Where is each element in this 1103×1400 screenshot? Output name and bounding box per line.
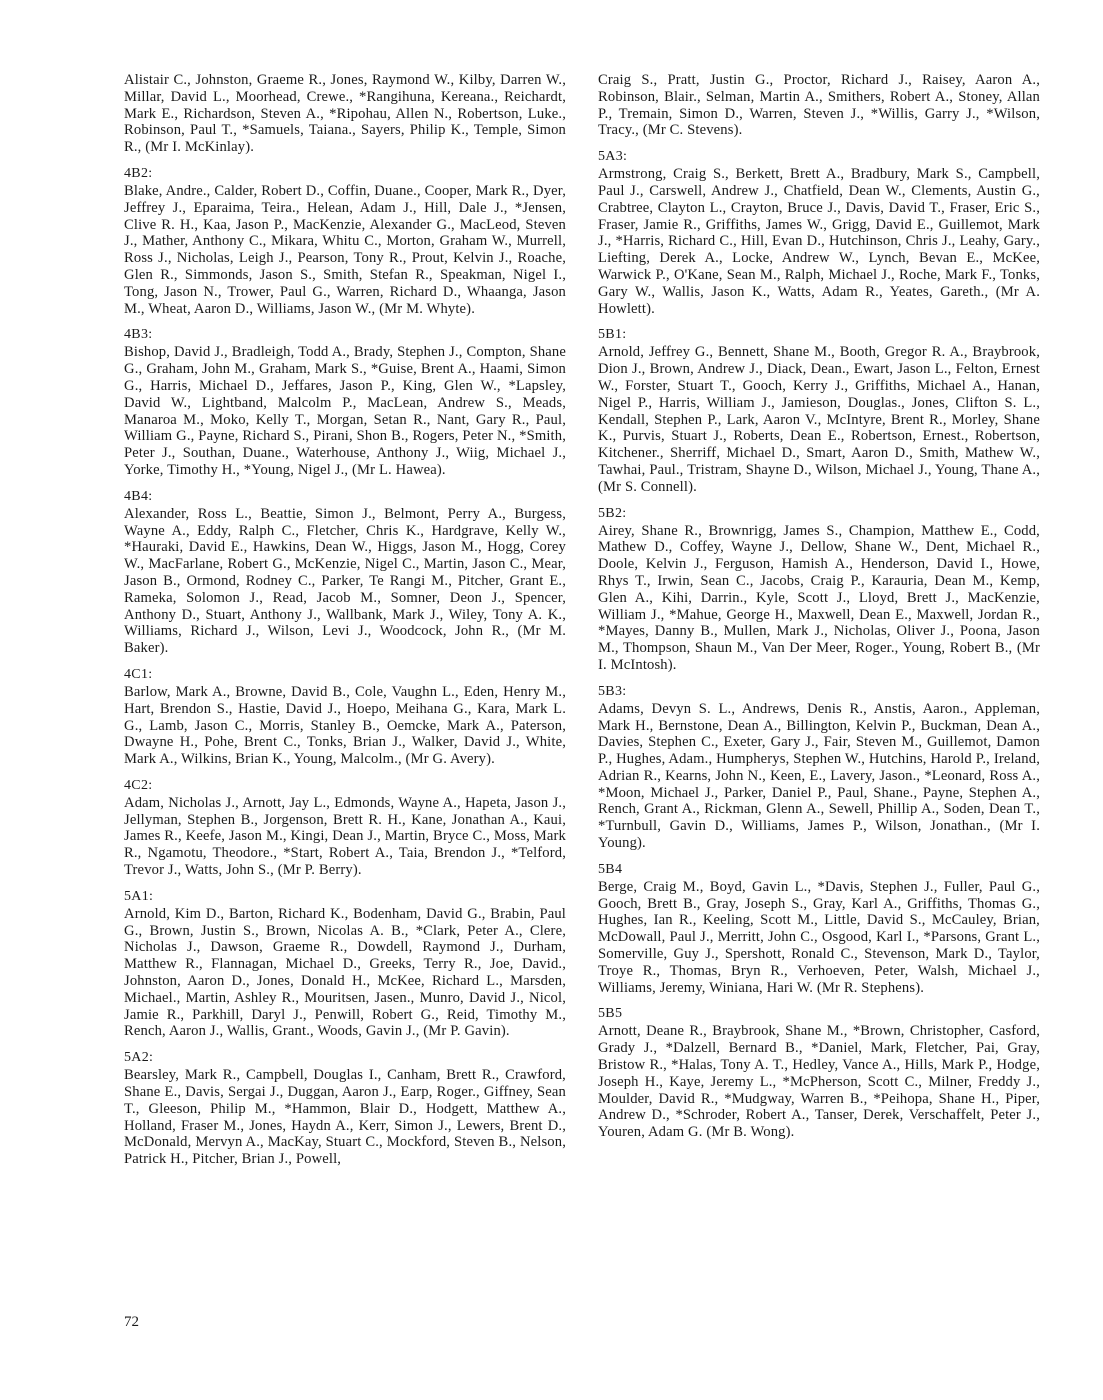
class-list-text: Arnold, Kim D., Barton, Richard K., Bodenham, David G., Brabin, Paul G., Brown, Justin S., Brown, Nicolas A. B., *Clark, Peter A., Clere, Nicholas J., Dawson, Graeme R., Dowdell, Raymond J., Durham, Matthew R., Flannagan, Michael D., Greeks, Terry R., Joe, David., Johnston, Aaron D., Jones, Donald H., McKee, Richard L., Marsden, Michael., Martin, Ashley R., Mouritsen, Jasen., Munro, David J., Nicol, Jamie R., Parkhill, Daryl J., Penwill, Robert G., Reid, Timothy M., Rench, Aaron J., Wallis, Grant., Woods, Gavin J., (Mr P. Gavin). <box>124 905 566 1040</box>
page-number: 72 <box>124 1314 139 1330</box>
class-list-section <box>598 683 1040 852</box>
class-list-text: Arnold, Jeffrey G., Bennett, Shane M., Booth, Gregor R. A., Braybrook, Dion J., Brown, Andrew J., Diack, Dean., Ewart, Jason L., Felton, Ernest W., Forster, Stuart T., Gooch, Kerry J., Griffiths, Michael A., Hanan, Nigel P., Harris, William J., Jamieson, Douglas., Jones, Clifton S. L., Kendall, Stephen P., Lark, Aaron V., McIntyre, Brent R., Morley, Shane K., Purvis, Stuart J., Roberts, Dean E., Robertson, Ernest., Robertson, Kitchener., Sherriff, Michael D., Smart, Aaron D., Smith, Mathew W., Tawhai, Paul., Tristram, Shayne D., Wilson, Michael J., Young, Thane A., (Mr S. Connell). <box>598 344 1040 495</box>
class-heading: 5B5 <box>598 1006 623 1022</box>
class-list-section <box>124 488 566 657</box>
class-list-section <box>124 888 566 1040</box>
class-list-text: Craig S., Pratt, Justin G., Proctor, Richard J., Raisey, Aaron A., Robinson, Blair., Selman, Martin A., Smithers, Robert A., Stoney, Allan P., Tremain, Simon D., Warren, Steven J., *Willis, Garry J., *Wilson, Tracy., (Mr C. Stevens). <box>598 72 1040 139</box>
class-list-text: Blake, Andre., Calder, Robert D., Coffin, Duane., Cooper, Mark R., Dyer, Jeffrey J., Eparaima, Teira., Helean, Adam J., Hill, Dale J., *Jensen, Clive R. H., Kaa, Jason P., MacKenzie, Alexander G., MacLeod, Steven J., Mather, Anthony C., Mikara, Whitu C., Morton, Graham W., Murrell, Ross J., Nicholas, Leigh J., Pearson, Tony R., Prout, Kelvin J., Roache, Glen R., Simmonds, Jason S., Smith, Stefan R., Speakman, Nigel I., Tong, Jason N., Trower, Paul G., Warren, Richard D., Whaanga, Jason M., Wheat, Aaron D., Williams, Jason W., (Mr M. Whyte). <box>124 182 566 317</box>
class-list-section <box>124 777 566 879</box>
class-list-section <box>598 861 1040 997</box>
class-list-section <box>598 505 1040 674</box>
class-heading: 5B3: <box>598 683 627 699</box>
class-heading: 4B2: <box>124 165 153 181</box>
class-heading: 4B4: <box>124 488 153 504</box>
class-heading: 5B1: <box>598 327 627 343</box>
class-list-text: Alistair C., Johnston, Graeme R., Jones, Raymond W., Kilby, Darren W., Millar, David L., Moorhead, Crewe., *Rangihuna, Kereana., Reichardt, Mark E., Richardson, Steven A., *Ripohau, Allen N., Robertson, Luke., Robinson, Paul T., *Samuels, Taiana., Sayers, Philip K., Temple, Simon R., (Mr I. McKinlay). <box>124 72 566 156</box>
class-list-text: Armstrong, Craig S., Berkett, Brett A., Bradbury, Mark S., Campbell, Paul J., Carswell, Andrew J., Chatfield, Dean W., Clements, Austin G., Crabtree, Clayton L., Crayton, Bruce J., Davis, David T., Fraser, Eric S., Fraser, Jamie R., Griffiths, James W., Grigg, David E., Guillemot, Mark J., *Harris, Richard C., Hill, Evan D., Hutchinson, Chris J., Leahy, Gary., Liefting, Derek A., Locke, Andrew W., Lynch, Bevan E., McKee, Warwick P., O'Kane, Sean M., Ralph, Michael J., Roche, Mark F., Tonks, Gary W., Wallis, Jason K., Watts, Adam R., Yeates, Gareth., (Mr A. Howlett). <box>598 166 1040 317</box>
class-list-section <box>124 72 566 156</box>
class-list-text: Bearsley, Mark R., Campbell, Douglas I., Canham, Brett R., Crawford, Shane E., Davis, Sergai J., Duggan, Aaron J., Earp, Roger., Giffney, Sean T., Gleeson, Philip M., *Hammon, Blair D., Hodgett, Matthew A., Holland, Fraser M., Jones, Haydn A., Kerr, Simon J., Lewers, Brent D., McDonald, Mervyn A., MacKay, Stuart C., Mockford, Steven B., Nelson, Patrick H., Pitcher, Brian J., Powell, <box>124 1067 566 1168</box>
class-heading: 5A1: <box>124 888 154 904</box>
class-list-text: Adam, Nicholas J., Arnott, Jay L., Edmonds, Wayne A., Hapeta, Jason J., Jellyman, Stephen B., Jorgenson, Brett R. H., Kane, Jonathan A., Kaui, James R., Keefe, Jason M., Kingi, Dean J., Martin, Bryce C., Moss, Mark R., Ngamotu, Theodore., *Start, Robert A., Taia, Brendon J., *Telford, Trevor J., Watts, John S., (Mr P. Berry). <box>124 794 566 879</box>
class-list-section <box>598 148 1040 317</box>
class-list-text: Airey, Shane R., Brownrigg, James S., Champion, Matthew E., Codd, Mathew D., Coffey, Wayne J., Dellow, Shane W., Dent, Michael R., Doole, Kelvin J., Ferguson, Hamish A., Henderson, David I., Howe, Rhys T., Irwin, Sean C., Jacobs, Craig P., Karauria, Dean M., Kemp, Glen A., Kihi, Darrin., Kyle, Scott J., Lloyd, Brett J., MacKenzie, William J., *Mahue, George H., Maxwell, Dean E., Maxwell, Jordan R., *Mayes, Danny B., Mullen, Mark J., Nicholas, Oliver J., Poona, Jason M., Thompson, Shaun M., Van Der Meer, Roger., Young, Robert B., (Mr I. McIntosh). <box>598 522 1040 673</box>
class-list-section <box>124 165 566 317</box>
class-list-text: Bishop, David J., Bradleigh, Todd A., Brady, Stephen J., Compton, Shane G., Graham, John M., Graham, Mark S., *Guise, Brent A., Haami, Simon G., Harris, Michael D., Jeffares, Jason P., King, Glen W., *Lapsley, David W., Lightband, Malcolm P., MacLean, Andrew S., Meads, Manaroa M., Moko, Kelly T., Morgan, Setan R., Nant, Gary R., Paul, William G., Payne, Richard S., Pirani, Shon B., Rogers, Peter N., *Smith, Peter J., Southan, Duane., Waterhouse, Anthony J., Wiig, Michael J., Yorke, Timothy H., *Young, Nigel J., (Mr L. Hawea). <box>124 344 566 478</box>
class-list-section <box>124 326 566 478</box>
class-heading: 4B3: <box>124 327 153 343</box>
class-heading: 4C2: <box>124 777 153 793</box>
class-heading: 4C1: <box>124 666 153 682</box>
class-list-section <box>598 72 1040 139</box>
class-list-section <box>598 1005 1040 1141</box>
class-list-section <box>124 666 566 768</box>
left-column <box>124 72 566 1177</box>
class-list-text: Adams, Devyn S. L., Andrews, Denis R., Anstis, Aaron., Appleman, Mark H., Bernstone, Dean A., Billington, Kelvin P., Buckman, Dean A., Davies, Stephen C., Exeter, Gary J., Fair, Steven M., Guillemot, Damon P., Hughes, Adam., Humpherys, Stephen W., Hutchins, Harold P., Ireland, Adrian R., Kearns, John N., Keen, E., Lavery, Jason., *Leonard, Ross A., *Moon, Michael J., Parker, Daniel P., Paul, Shane., Payne, Stephen A., Rench, Grant A., Rickman, Glenn A., Sewell, Phillip A., Soden, Dean T., *Turnbull, Gavin D., Williams, James P., Wilson, Jonathan., (Mr I. Young). <box>598 700 1040 852</box>
class-list-text: Arnott, Deane R., Braybrook, Shane M., *Brown, Christopher, Casford, Grady J., *Dalzell, Bernard B., *Daniel, Mark, Fletcher, Pai, Gray, Bristow R., *Halas, Tony A. T., Hedley, Vance A., Hills, Mark P., Hodge, Joseph H., Kaye, Jeremy L., *McPherson, Scott C., Milner, Freddy J., Moulder, David R., *Mudgway, Warren B., *Peihopa, Shane H., Piper, Andrew D., *Schroder, Robert A., Tanser, Derek, Verschaffelt, Peter J., Youren, Adam G. (Mr B. Wong). <box>598 1023 1040 1141</box>
class-list-text: Berge, Craig M., Boyd, Gavin L., *Davis, Stephen J., Fuller, Paul G., Gooch, Brett B., Gray, Joseph S., Gray, Karl A., Griffiths, Thomas G., Hughes, Ian R., Keeling, Scott M., Little, David S., McCauley, Brian, McDowall, Paul J., Merritt, John C., Osgood, Karl I., *Parsons, Grant L., Somerville, Guy J., Spershott, Ronald C., Stevenson, Mark D., Taylor, Troye R., Thomas, Bryn R., Verhoeven, Peter, Walsh, Michael J., Williams, Jeremy, Winiana, Hari W. (Mr R. Stephens). <box>598 878 1040 996</box>
class-heading: 5B2: <box>598 505 627 521</box>
class-list-section <box>598 326 1040 495</box>
class-heading: 5A3: <box>598 149 628 165</box>
class-list-section <box>124 1049 566 1168</box>
class-heading: 5A2: <box>124 1050 154 1066</box>
class-heading: 5B4 <box>598 861 623 877</box>
class-list-text: Barlow, Mark A., Browne, David B., Cole, Vaughn L., Eden, Henry M., Hart, Brendon S., Hastie, David J., Hoepo, Meihana G., Kara, Mark L. G., Lamb, Jason C., Morris, Stanley B., Oemcke, Mark A., Paterson, Dwayne H., Pohe, Brent C., Tonks, Brian J., Walker, David J., White, Mark A., Wilkins, Brian K., Young, Malcolm., (Mr G. Avery). <box>124 683 566 768</box>
right-column <box>598 72 1040 1150</box>
class-list-text: Alexander, Ross L., Beattie, Simon J., Belmont, Perry A., Burgess, Wayne A., Eddy, Ralph C., Fletcher, Chris K., Hardgrave, Kelly W., *Hauraki, David E., Hawkins, Dean W., Higgs, Jason M., Hogg, Corey W., MacFarlane, Robert G., McKenzie, Nigel C., Martin, Jason C., Mear, Jason B., Ormond, Rodney C., Parker, Te Rangi M., Pitcher, Grant E., Rameka, Solomon J., Read, Jacob M., Somner, Deon J., Spencer, Anthony D., Stuart, Anthony J., Wallbank, Mark J., Wiley, Tony A. K., Williams, Richard J., Wilson, Levi J., Woodcock, John R., (Mr M. Baker). <box>124 505 566 657</box>
